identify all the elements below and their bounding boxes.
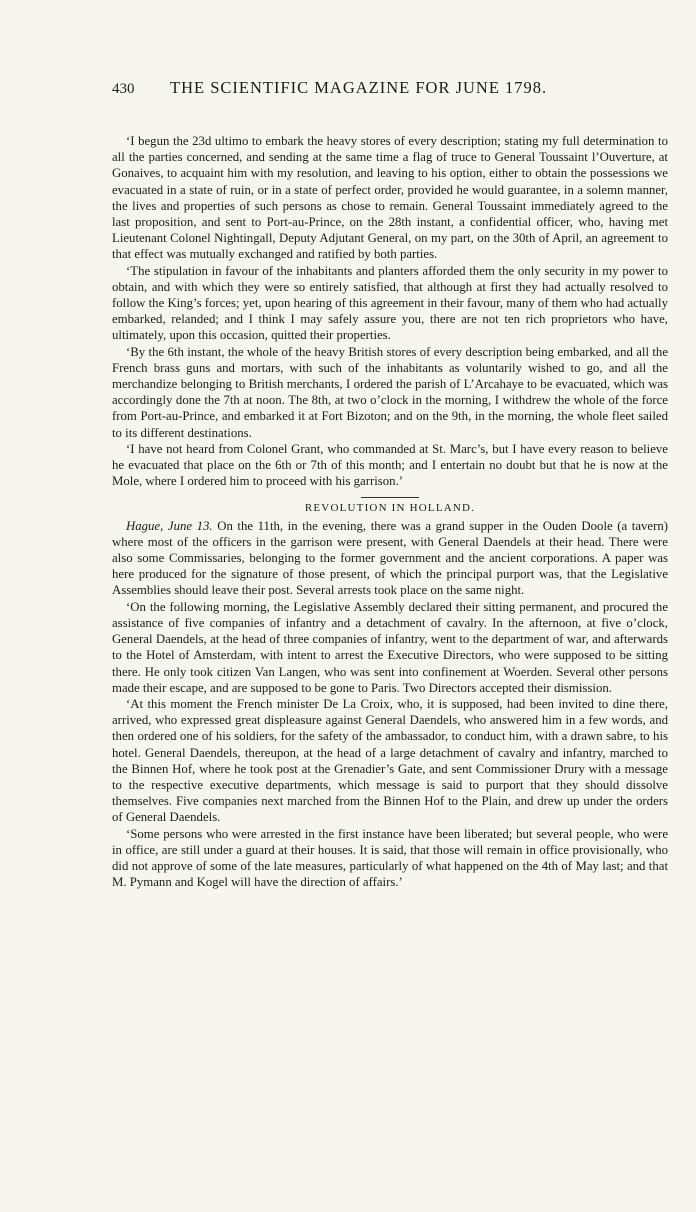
section-divider: [361, 497, 419, 498]
news-paragraph-text: On the 11th, in the evening, there was a grand supper in the Ouden Doole (a tavern) where most of the officers in the garrison were present, with General Daendels at their head. There were also some Commissaries, belonging to the former government and the ancient corporations. A paper was here produced for the signature of those present, of which the principal purport was, that the Legislative Assemblies should leave their post. Several arrests took place on the same night.: [112, 518, 668, 598]
page-header: [112, 78, 672, 104]
letter-paragraph: ‘The stipulation in favour of the inhabitants and planters afforded them the only security in my power to obtain, and with which they were so entirely satisfied, that although at first they had actually resolved to follow the King’s forces; yet, upon hearing of this agreement in their favour, many of them who had actually embarked, relanded; and I think I may safely assure you, there are not ten rich proprietors who have, ultimately, upon this occasion, quitted their properties.: [112, 263, 668, 343]
news-paragraph: ‘On the following morning, the Legislative Assembly declared their sitting permanent, and procured the assistance of five companies of infantry and a detachment of cavalry. In the afternoon, at five o’clock, General Daendels, at the head of three companies of infantry, went to the department of war, and afterwards to the Hotel of Amsterdam, with intent to arrest the Executive Directors, who were supposed to be sitting there. He only took citizen Van Langen, who was sent into confinement at Woerden. Several other persons made their escape, and are supposed to be gone to Paris. Two Directors accepted their dismission.: [112, 599, 668, 695]
running-title: THE SCIENTIFIC MAGAZINE FOR JUNE 1798.: [170, 78, 548, 97]
page-number: 430: [112, 81, 135, 97]
letter-paragraph: ‘By the 6th instant, the whole of the heavy British stores of every description being embarked, and all the French brass guns and mortars, with such of the inhabitants as voluntarily wished to go, and all the merchandize belonging to British merchants, I ordered the parish of L’Arcahaye to be evacuated, which was accordingly done the 7th at noon. The 8th, at two o’clock in the morning, I withdrew the whole of the force from Port-au-Prince, and embarked it at Fort Bizoton; and on the 9th, in the morning, the whole fleet sailed to its different destinations.: [112, 344, 668, 440]
news-paragraph: ‘At this moment the French minister De La Croix, who, it is supposed, had been invited to dine there, arrived, who expressed great displeasure against General Daendels, who answered him in a few words, and then ordered one of his soldiers, for the safety of the ambassador, to conduct him, with a drawn sabre, to his hotel. General Daendels, thereupon, at the head of a large detachment of cavalry and infantry, marched to the Binnen Hof, where he took post at the Grenadier’s Gate, and sent Commissioner Drury with a message to the respective executive departments, which message is said to purport that they should dissolve themselves. Five companies next marched from the Binnen Hof to the Plain, and drew up under the orders of General Daendels.: [112, 696, 668, 825]
dateline: Hague, June 13.: [126, 518, 213, 533]
news-paragraph: ‘Some persons who were arrested in the first instance have been liberated; but several people, who were in office, are still under a guard at their houses. It is said, that those will remain in office provisionally, who did not approve of some of the late measures, particularly of what happened on the 4th of May last; and that M. Pymann and Kogel will have the direction of affairs.’: [112, 826, 668, 890]
letter-paragraph: ‘I begun the 23d ultimo to embark the heavy stores of every description; stating my full determination to all the parties concerned, and sending at the same time a flag of truce to General Toussaint l’Ouverture, at Gonaives, to acquaint him with my resolution, and leaving to his option, either to obtain the possessions we evacuated in a state of ruin, or in a state of perfect order, provided he would guarantee, in a solemn manner, the lives and properties of such persons as chose to remain. General Toussaint immediately agreed to the last proposition, and sent to Port-au-Prince, on the 28th instant, a confidential officer, who, having met Lieutenant Colonel Nightingall, Deputy Adjutant General, on my part, on the 30th of April, an agreement to that effect was mutually exchanged and ratified by both parties.: [112, 134, 668, 262]
news-paragraph: [112, 518, 668, 599]
section-heading: REVOLUTION IN HOLLAND.: [304, 502, 476, 515]
letter-paragraph: ‘I have not heard from Colonel Grant, who commanded at St. Marc’s, but I have every reason to believe he evacuated that place on the 6th or 7th of this month; and I entertain no doubt but that he is now at the Mole, where I ordered him to proceed with his garrison.’: [112, 441, 668, 489]
article-body: [112, 133, 668, 890]
